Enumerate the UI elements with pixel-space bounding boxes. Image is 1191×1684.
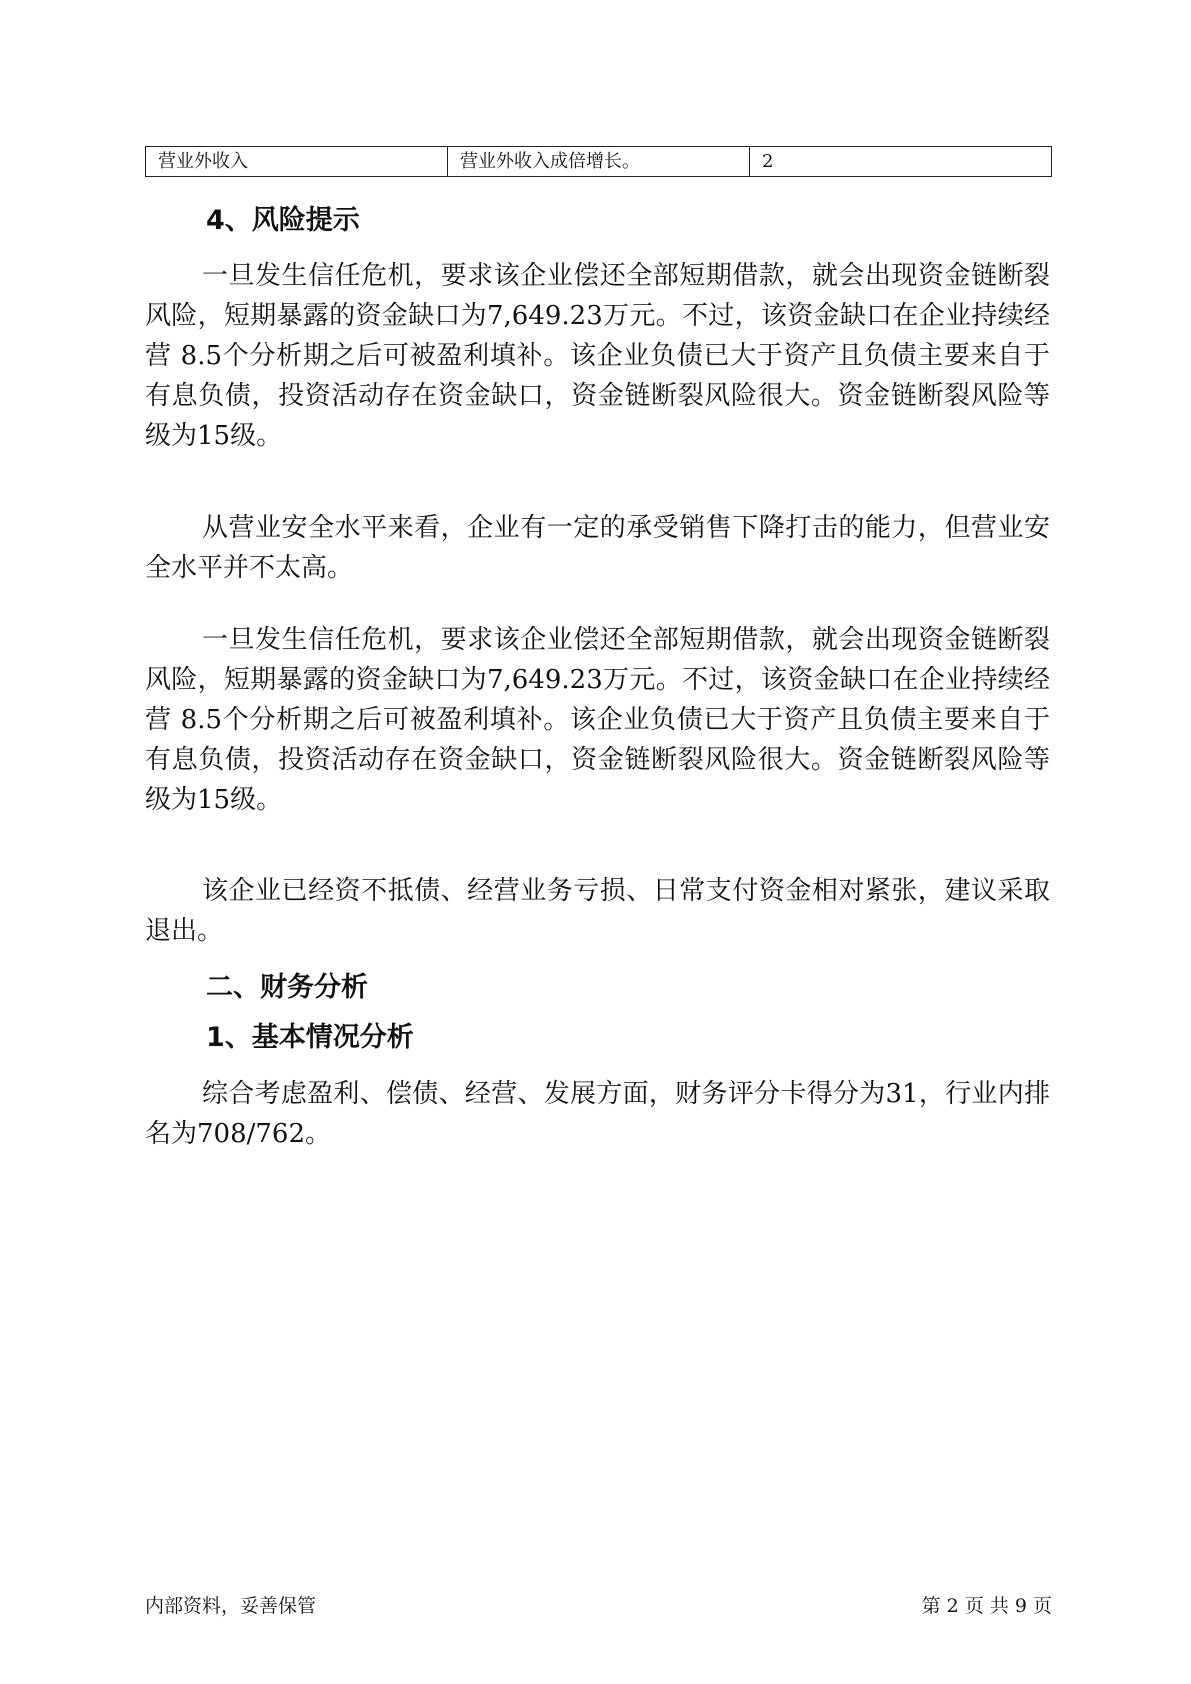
table-cell-description: 营业外收入成倍增长。 <box>448 147 750 176</box>
basic-heading: 1、基本情况分析 <box>206 1022 414 1053</box>
risk-paragraph-1: 一旦发生信任危机，要求该企业偿还全部短期借款，就会出现资金链断裂风险，短期暴露的资金缺口为7,649.23万元。不过，该资金缺口在企业持续经营 8.5个分析期之后可被盈利填补。该企业负债已大于资产且负债主要来自于有息负债，投资活动存在资金缺口，资金链断裂风险很大。资金链断裂风险等级为15级。 <box>145 261 1050 451</box>
table-cell-score: 2 <box>762 151 774 172</box>
risk-heading: 4、风险提示 <box>206 205 360 236</box>
indicator-table <box>145 146 1052 177</box>
risk-paragraph-4: 该企业已经资不抵债、经营业务亏损、日常支付资金相对紧张，建议采取退出。 <box>145 876 1050 946</box>
footer-confidential-note: 内部资料，妥善保管 <box>145 1595 317 1617</box>
footer-page-number: 第 2 页 共 9 页 <box>921 1595 1052 1617</box>
table-cell-item: 营业外收入 <box>146 147 448 176</box>
risk-paragraph-3: 一旦发生信任危机，要求该企业偿还全部短期借款，就会出现资金链断裂风险，短期暴露的资金缺口为7,649.23万元。不过，该资金缺口在企业持续经营 8.5个分析期之后可被盈利填补。该企业负债已大于资产且负债主要来自于有息负债，投资活动存在资金缺口，资金链断裂风险很大。资金链断裂风险等级为15级。 <box>145 625 1050 815</box>
finance-heading: 二、财务分析 <box>206 972 368 1003</box>
risk-paragraph-2: 从营业安全水平来看，企业有一定的承受销售下降打击的能力，但营业安全水平并不太高。 <box>145 513 1050 583</box>
basic-paragraph: 综合考虑盈利、偿债、经营、发展方面，财务评分卡得分为31，行业内排名为708/762。 <box>145 1079 1050 1149</box>
